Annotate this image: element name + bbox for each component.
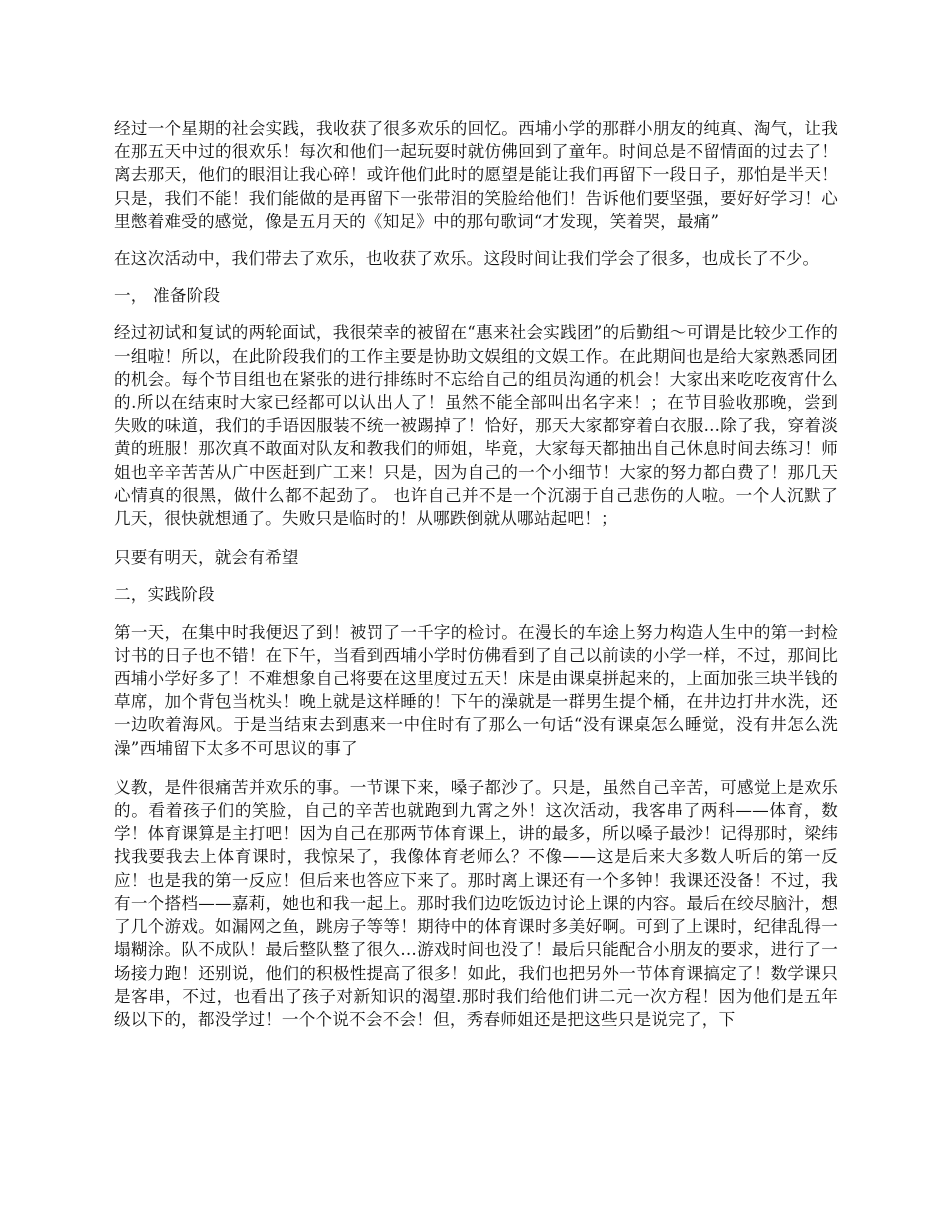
paragraph-first-day: 第一天，在集中时我便迟了到！被罚了一千字的检讨。在漫长的车途上努力构造人生中的第一封检讨书的日子也不错！在下午，当看到西埔小学时仿佛看到了自己以前读的小学一样，不过，那间比西埔小学好多了！不难想象自己将要在这里度过五天！床是由课桌拼起来的，上面加张三块半钱的草席，加个背包当枕头！晚上就是这样睡的！下午的澡就是一群男生提个桶，在井边打井水洗，还一边吹着海风。于是当结束去到惠来一中住时有了那么一句话“没有课桌怎么睡觉，没有井怎么洗澡”西埔留下太多不可思议的事了 [114, 622, 838, 758]
paragraph-reflection-intro: 经过一个星期的社会实践，我收获了很多欢乐的回忆。西埔小学的那群小朋友的纯真、淘气，让我在那五天中过的很欢乐！每次和他们一起玩耍时就仿佛回到了童年。时间总是不留情面的过去了！离去那天，他们的眼泪让我心碎！或许他们此时的愿望是能让我们再留下一段日子，那怕是半天！只是，我们不能！我们能做的是再留下一张带泪的笑脸给他们！告诉他们要坚强，要好好学习！心里憋着难受的感觉，像是五月天的《知足》中的那句歌词“才发现，笑着哭，最痛” [114, 119, 838, 231]
paragraph-activity-summary: 在这次活动中，我们带去了欢乐，也收获了欢乐。这段时间让我们学会了很多，也成长了不少。 [114, 249, 820, 269]
section-heading-preparation: 一， 准备阶段 [114, 286, 221, 306]
paragraph-teaching: 义教，是件很痛苦并欢乐的事。一节课下来，嗓子都沙了。只是，虽然自己辛苦，可感觉上是欢乐的。看着孩子们的笑脸，自己的辛苦也就跑到九霄之外！这次活动，我客串了两科——体育，数学！体育课算是主打吧！因为自己在那两节体育课上，讲的最多，所以嗓子最沙！记得那时，梁纬找我要我去上体育课时，我惊呆了，我像体育老师么？不像——这是后来大多数人听后的第一反应！也是我的第一反应！但后来也答应下来了。那时离上课还有一个多钟！我课还没备！不过，我有一个搭档——嘉莉，她也和我一起上。那时我们边吃饭边讨论上课的内容。最后在绞尽脑汁，想了几个游戏。如漏网之鱼，跳房子等等！期待中的体育课时多美好啊。可到了上课时，纪律乱得一塌糊涂。队不成队！最后整队整了很久…游戏时间也没了！最后只能配合小朋友的要求，进行了一场接力跑！还别说，他们的积极性提高了很多！如此，我们也把另外一节体育课搞定了！数学课只是客串，不过，也看出了孩子对新知识的渴望.那时我们给他们讲二元一次方程！因为他们是五年级以下的，都没学过！一个个说不会不会！但，秀春师姐还是把这些只是说完了，下 [114, 777, 838, 1029]
document-page [114, 117, 838, 1045]
paragraph-preparation-stage: 经过初试和复试的两轮面试，我很荣幸的被留在“惠来社会实践团”的后勤组～可谓是比较少工作的一组啦！所以，在此阶段我们的工作主要是协助文娱组的文娱工作。在此期间也是给大家熟悉同团的机会。每个节目组也在紧张的进行排练时不忘给自己的组员沟通的机会！大家出来吃吃夜宵什么的.所以在结束时大家已经都可以认出人了！虽然不能全部叫出名字来！；在节目验收那晚，尝到失败的味道，我们的手语因服装不统一被踢掉了！恰好，那天大家都穿着白衣服...除了我，穿着淡黄的班服！那次真不敢面对队友和教我们的师姐，毕竟，大家每天都抽出自己休息时间去练习！师姐也辛辛苦苦从广中医赶到广工来！只是，因为自己的一个小细节！大家的努力都白费了！那几天心情真的很黑，做什么都不起劲了。 也许自己并不是一个沉溺于自己悲伤的人啦。一个人沉默了几天，很快就想通了。失败只是临时的！从哪跌倒就从哪站起吧！； [114, 323, 838, 529]
paragraph-hope-line: 只要有明天，就会有希望 [114, 548, 299, 568]
section-heading-practice: 二，实践阶段 [114, 585, 215, 605]
